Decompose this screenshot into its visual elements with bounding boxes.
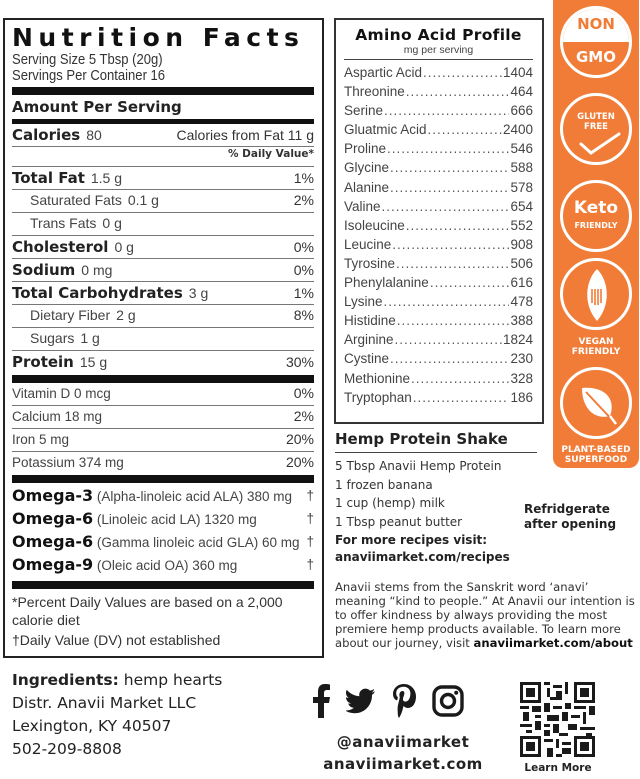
amino-name: Gluatmic Acid <box>344 122 427 138</box>
nutrient-value: 0 g <box>114 239 134 255</box>
amino-row <box>344 256 533 275</box>
amino-title: Amino Acid Profile <box>355 26 522 44</box>
ingredients-value: hemp hearts <box>118 671 223 689</box>
amino-value: 588 <box>510 160 533 176</box>
nutrient-value: 0 g <box>102 215 122 231</box>
amino-value: 186 <box>510 389 533 405</box>
non-gmo-top: NON <box>577 15 615 33</box>
leaf-icon <box>576 382 620 426</box>
amino-value: 230 <box>510 351 533 367</box>
vegan-friendly-label <box>553 337 639 357</box>
amino-row <box>344 65 533 84</box>
amino-name: Serine <box>344 103 384 119</box>
amino-row <box>344 371 533 390</box>
twitter-icon[interactable] <box>346 688 376 714</box>
amino-row <box>344 180 533 199</box>
servings-per-container: Servings Per Container 16 <box>12 68 166 84</box>
recipe-more-link[interactable]: anaviimarket.com/recipes <box>335 550 510 564</box>
dot-leader <box>406 84 510 99</box>
about-link[interactable]: anaviimarket.com/about <box>473 636 633 650</box>
recipe-item: 1 frozen banana <box>335 477 433 492</box>
amino-value: 388 <box>510 313 533 329</box>
amino-value: 908 <box>510 236 533 252</box>
amino-name: Tryptophan <box>344 389 412 405</box>
nutrient-pct: 1% <box>293 170 314 186</box>
dot-leader <box>411 371 509 386</box>
nutrient-value: 15 g <box>79 354 108 370</box>
free-text: FREE <box>584 122 608 132</box>
nutrient-label: Trans Fats <box>30 215 97 231</box>
nutrient-pct: 1% <box>293 285 314 301</box>
dot-leader <box>390 160 509 175</box>
company-info <box>12 669 222 761</box>
amino-name: Isoleucine <box>344 217 405 233</box>
amino-row <box>344 351 533 370</box>
nutrient-label: Sodium <box>12 261 76 279</box>
recipe-title: Hemp Protein Shake <box>335 430 537 453</box>
nutrient-pct: 2% <box>293 192 314 208</box>
nutrition-facts-panel <box>3 18 324 658</box>
dagger-mark: † <box>306 488 314 503</box>
refrigerate-note <box>524 502 616 532</box>
amino-value: 328 <box>510 370 533 386</box>
vitamin-row <box>12 429 314 452</box>
friendly-text: FRIENDLY <box>571 347 621 357</box>
amino-value: 464 <box>510 84 533 100</box>
nutrient-value: 1.5 g <box>90 170 123 186</box>
amino-row <box>344 294 533 313</box>
dot-leader <box>396 256 509 271</box>
vitamin-pct: 0% <box>293 385 314 401</box>
after-opening-text: after opening <box>524 517 617 531</box>
divider <box>12 475 314 483</box>
amino-acid-profile <box>334 18 544 424</box>
omega-name: Omega-6 <box>12 532 94 551</box>
amino-name: Leucine <box>344 236 392 252</box>
dot-leader <box>382 199 510 214</box>
nutrient-label: Saturated Fats <box>30 192 122 208</box>
dot-leader <box>430 275 510 290</box>
dot-leader <box>423 65 502 80</box>
amino-row <box>344 275 533 294</box>
nutrient-label: Sugars <box>30 330 75 346</box>
amino-row <box>344 103 533 122</box>
amino-row <box>344 313 533 332</box>
dot-leader <box>397 313 510 328</box>
omega-row <box>12 531 314 554</box>
amino-value: 478 <box>510 294 533 310</box>
nutrient-pct: 30% <box>285 354 314 370</box>
amino-row <box>344 141 533 160</box>
amino-name: Aspartic Acid <box>344 65 423 80</box>
calories-label: Calories <box>12 126 81 144</box>
nutrient-label: Total Carbohydrates <box>12 284 183 302</box>
amino-name: Threonine <box>344 84 405 100</box>
seed-icon <box>583 267 611 323</box>
amino-row <box>344 332 533 351</box>
omega-row <box>12 554 314 577</box>
calories-row <box>12 124 314 147</box>
nutrient-pct: 8% <box>293 307 314 323</box>
vitamin-row <box>12 406 314 429</box>
amino-value: 506 <box>510 255 533 271</box>
amino-row <box>344 160 533 179</box>
social-handle[interactable]: @anaviimarket <box>336 733 470 751</box>
dot-leader <box>384 103 509 118</box>
amino-value: 616 <box>510 275 533 291</box>
plant-based-text: PLANT-BASED <box>561 445 631 455</box>
learn-more-label: Learn More <box>524 762 592 774</box>
amino-value: 1404 <box>502 65 533 80</box>
dot-leader <box>413 390 510 405</box>
dot-leader <box>384 294 510 309</box>
nutrient-label: Total Fat <box>12 169 85 187</box>
recipe-item: 5 Tbsp Anavii Hemp Protein <box>335 459 502 473</box>
amino-name: Glycine <box>344 160 390 176</box>
recipe-item: 1 Tbsp peanut butter <box>335 514 463 529</box>
daily-value-header-row <box>12 147 314 167</box>
footnote-dv-not-established: †Daily Value (DV) not established <box>12 632 221 648</box>
nutrient-row <box>12 259 314 282</box>
plant-based-badge <box>560 367 632 439</box>
amino-row <box>344 84 533 103</box>
vitamin-row <box>12 452 314 475</box>
nutrient-row <box>12 213 314 236</box>
nutrient-label: Protein <box>12 353 74 371</box>
recipe-more-label: For more recipes visit: <box>335 533 488 547</box>
dot-leader <box>406 218 510 233</box>
vitamin-label: Iron 5 mg <box>12 432 70 447</box>
address: Lexington, KY 40507 <box>12 717 172 735</box>
nutrient-value: 1 g <box>80 330 100 346</box>
ingredients-label: Ingredients: <box>12 671 119 689</box>
amino-name: Valine <box>344 198 381 214</box>
amino-name: Lysine <box>344 294 383 310</box>
vegan-friendly-badge <box>560 258 632 330</box>
nutrient-label: Cholesterol <box>12 238 109 256</box>
amino-name: Phenylalanine <box>344 275 429 291</box>
omega-name: Omega-9 <box>12 555 94 574</box>
amino-value: 654 <box>510 198 533 214</box>
nutrient-row <box>12 328 314 351</box>
amino-subtitle: mg per serving <box>344 44 533 60</box>
amino-value: 1824 <box>502 332 533 348</box>
amino-name: Histidine <box>344 313 396 329</box>
divider <box>12 581 314 589</box>
dagger-mark: † <box>306 534 314 549</box>
calories-value: 80 <box>86 127 102 143</box>
amino-row <box>344 199 533 218</box>
nutrient-row <box>12 282 314 305</box>
divider <box>12 87 314 95</box>
website-link[interactable]: anaviimarket.com <box>323 755 483 773</box>
amino-row <box>344 237 533 256</box>
amino-value: 546 <box>510 141 533 157</box>
phone: 502-209-8808 <box>12 740 122 758</box>
nutrient-row <box>12 305 314 328</box>
social-handles <box>308 731 498 775</box>
amino-row <box>344 122 533 141</box>
about-body: Anavii stems from the Sanskrit word ‘anavi’ meaning “kind to people.” At Anavii our intention is to offer kindness by always providing the most premiere hemp products available. To learn more about our journey, visit <box>335 580 635 650</box>
vitamin-label: Potassium 374 mg <box>12 455 124 470</box>
nutrient-row <box>12 190 314 213</box>
nutrient-row <box>12 236 314 259</box>
instagram-icon[interactable] <box>432 685 464 717</box>
dot-leader <box>395 332 502 347</box>
serving-size: Serving Size 5 Tbsp (20g) <box>12 52 163 68</box>
qr-code-icon[interactable] <box>520 682 595 757</box>
amino-name: Alanine <box>344 179 390 195</box>
omega-detail: (Oleic acid OA) 360 mg <box>96 558 238 573</box>
non-gmo-bottom: GMO <box>576 48 616 66</box>
checkmark-icon <box>579 132 621 156</box>
dot-leader <box>392 237 509 252</box>
about-text <box>335 580 640 650</box>
omega-detail: (Gamma linoleic acid GLA) 60 mg <box>96 535 300 550</box>
nutrient-value: 0.1 g <box>127 192 159 208</box>
nutrient-row <box>12 167 314 190</box>
plant-based-label <box>553 445 639 465</box>
nutrient-pct: 0% <box>293 262 314 278</box>
vitamin-label: Vitamin D 0 mcg <box>12 386 111 401</box>
footnote-daily-values: *Percent Daily Values are based on a 2,000 calorie diet <box>12 594 283 628</box>
recipe-items <box>335 457 550 531</box>
badges-strip <box>553 0 639 468</box>
social-icons <box>312 684 464 718</box>
amino-name: Arginine <box>344 332 394 348</box>
amino-name: Methionine <box>344 370 411 386</box>
omega-detail: (Linoleic acid LA) 1320 mg <box>96 512 257 527</box>
dagger-mark: † <box>306 511 314 526</box>
amino-name: Proline <box>344 141 387 157</box>
keto-friendly-badge <box>560 180 632 252</box>
nutrient-label: Dietary Fiber <box>30 307 111 323</box>
omega-detail: (Alpha-linoleic acid ALA) 380 mg <box>96 489 293 504</box>
recipe-section <box>335 430 550 565</box>
omega-name: Omega-3 <box>12 486 94 505</box>
amino-value: 666 <box>510 103 533 119</box>
vitamin-pct: 20% <box>285 454 314 470</box>
amino-value: 2400 <box>502 122 533 138</box>
gluten-free-badge <box>560 93 632 165</box>
amino-name: Tyrosine <box>344 255 396 271</box>
friendly-text: FRIENDLY <box>574 221 618 230</box>
vitamin-pct: 2% <box>293 408 314 424</box>
keto-text: Keto <box>573 198 619 218</box>
daily-value-header: % Daily Value* <box>228 148 314 160</box>
refrigerate-text: Refridgerate <box>524 502 610 516</box>
non-gmo-badge <box>560 6 632 78</box>
recipe-item: 1 cup (hemp) milk <box>335 496 445 510</box>
amino-row <box>344 390 533 409</box>
amino-value: 552 <box>510 217 533 233</box>
nutrient-pct: 0% <box>293 239 314 255</box>
nutrient-value: 3 g <box>188 285 209 301</box>
omega-name: Omega-6 <box>12 509 94 528</box>
dot-leader <box>390 351 509 366</box>
superfood-text: SUPERFOOD <box>564 455 628 465</box>
dot-leader <box>390 180 509 195</box>
dot-leader <box>387 141 509 156</box>
nutrient-value: 2 g <box>116 307 136 323</box>
amino-list <box>344 65 533 409</box>
vitamin-pct: 20% <box>285 431 314 447</box>
omega-row <box>12 508 314 531</box>
vitamin-label: Calcium 18 mg <box>12 409 103 424</box>
facebook-icon[interactable] <box>312 684 330 718</box>
nutrient-row <box>12 351 314 374</box>
nutrition-title: Nutrition Facts <box>12 23 305 52</box>
amino-name: Cystine <box>344 351 390 367</box>
amount-per-serving: Amount Per Serving <box>12 98 182 116</box>
gluten-text: GLUTEN <box>577 112 615 122</box>
vegan-text: VEGAN <box>578 337 614 347</box>
divider <box>12 375 314 383</box>
nutrient-value: 0 mg <box>81 262 113 278</box>
vitamin-row <box>12 383 314 406</box>
dot-leader <box>428 122 502 137</box>
pinterest-icon[interactable] <box>392 684 416 718</box>
amino-row <box>344 218 533 237</box>
calories-from-fat: Calories from Fat 11 g <box>176 127 314 143</box>
dagger-mark: † <box>306 557 314 572</box>
amino-value: 578 <box>510 179 533 195</box>
omega-row <box>12 485 314 508</box>
distributor: Distr. Anavii Market LLC <box>12 694 197 712</box>
